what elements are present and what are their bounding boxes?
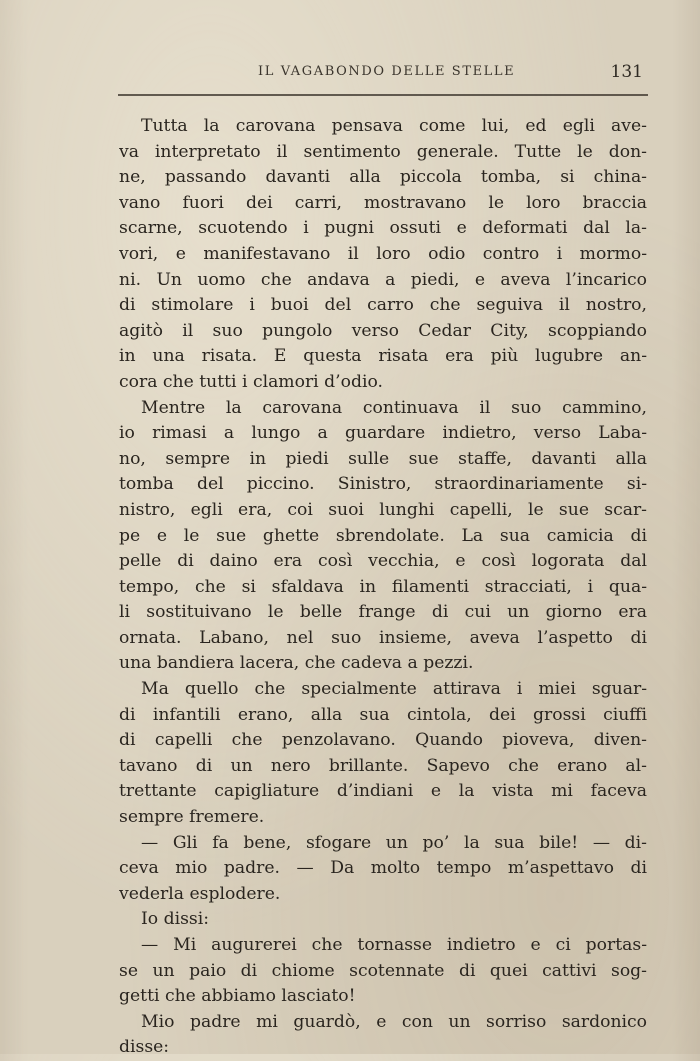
text-line: vederla esplodere. xyxy=(119,883,281,904)
text-line: trettante capigliature d’indiani e la vista mi faceva xyxy=(119,781,647,802)
text-line: ni. Un uomo che andava a piedi, e aveva l’incarico xyxy=(119,269,647,290)
running-head xyxy=(120,62,647,86)
text-line: pe e le sue ghette sbrendolate. La sua camicia di xyxy=(119,525,647,546)
text-line: getti che abbiamo lasciato! xyxy=(119,986,356,1007)
text-line: li sostituivano le belle frange di cui un giorno era xyxy=(119,602,647,623)
text-line: se un paio di chiome scotennate di quei cattivi sog- xyxy=(119,960,647,981)
text-line: tempo, che si sfaldava in filamenti stracciati, i qua- xyxy=(119,576,647,597)
text-line: cora che tutti i clamori d’odio. xyxy=(119,371,383,392)
text-line: Mio padre mi guardò, e con un sorriso sardonico xyxy=(141,1011,647,1032)
text-line: scarne, scuotendo i pugni ossuti e deformati dal la- xyxy=(119,218,647,239)
text-line: tomba del piccino. Sinistro, straordinariamente si- xyxy=(119,474,647,495)
text-line: Mentre la carovana continuava il suo cammino, xyxy=(141,397,647,418)
text-line: vori, e manifestavano il loro odio contro i mormo- xyxy=(119,243,647,264)
text-line: Ma quello che specialmente attirava i miei sguar- xyxy=(141,679,647,700)
text-line: nistro, egli era, coi suoi lunghi capelli, le sue scar- xyxy=(119,499,647,520)
running-head-title: IL VAGABONDO DELLE STELLE xyxy=(258,64,516,79)
text-line: disse: xyxy=(119,1037,170,1058)
text-line: di capelli che penzolavano. Quando pioveva, diven- xyxy=(119,730,647,751)
text-line: va interpretato il sentimento generale. Tutte le don- xyxy=(119,141,647,162)
text-line: ornata. Labano, nel suo insieme, aveva l’aspetto di xyxy=(119,627,647,648)
text-line: Tutta la carovana pensava come lui, ed egli ave- xyxy=(141,116,647,136)
text-line: tavano di un nero brillante. Sapevo che erano al- xyxy=(119,755,647,776)
text-line: no, sempre in piedi sulle sue staffe, davanti alla xyxy=(119,448,647,469)
text-line: Io dissi: xyxy=(141,909,210,930)
text-line: — Mi augurerei che tornasse indietro e ci portas- xyxy=(141,935,647,955)
header-rule xyxy=(118,94,648,96)
text-line: una bandiera lacera, che cadeva a pezzi. xyxy=(119,653,474,674)
text-line: di stimolare i buoi del carro che seguiva il nostro, xyxy=(119,295,647,316)
text-line: io rimasi a lungo a guardare indietro, verso Laba- xyxy=(119,423,647,444)
text-line: — Gli fa bene, sfogare un po’ la sua bile! — di- xyxy=(141,832,647,853)
text-line: vano fuori dei carri, mostravano le loro braccia xyxy=(119,192,647,213)
text-line: sempre fremere. xyxy=(119,807,265,828)
body-text xyxy=(119,114,647,1061)
text-line: pelle di daino era così vecchia, e così logorata dal xyxy=(119,551,647,572)
page-number: 131 xyxy=(610,62,643,82)
text-line: di infantili erano, alla sua cintola, dei grossi ciuffi xyxy=(119,704,647,725)
text-line: ceva mio padre. — Da molto tempo m’aspettavo di xyxy=(119,858,647,879)
text-line: ne, passando davanti alla piccola tomba, si china- xyxy=(119,167,647,188)
text-line: agitò il suo pungolo verso Cedar City, scoppiando xyxy=(119,320,647,341)
text-line: in una risata. E questa risata era più lugubre an- xyxy=(119,346,647,367)
